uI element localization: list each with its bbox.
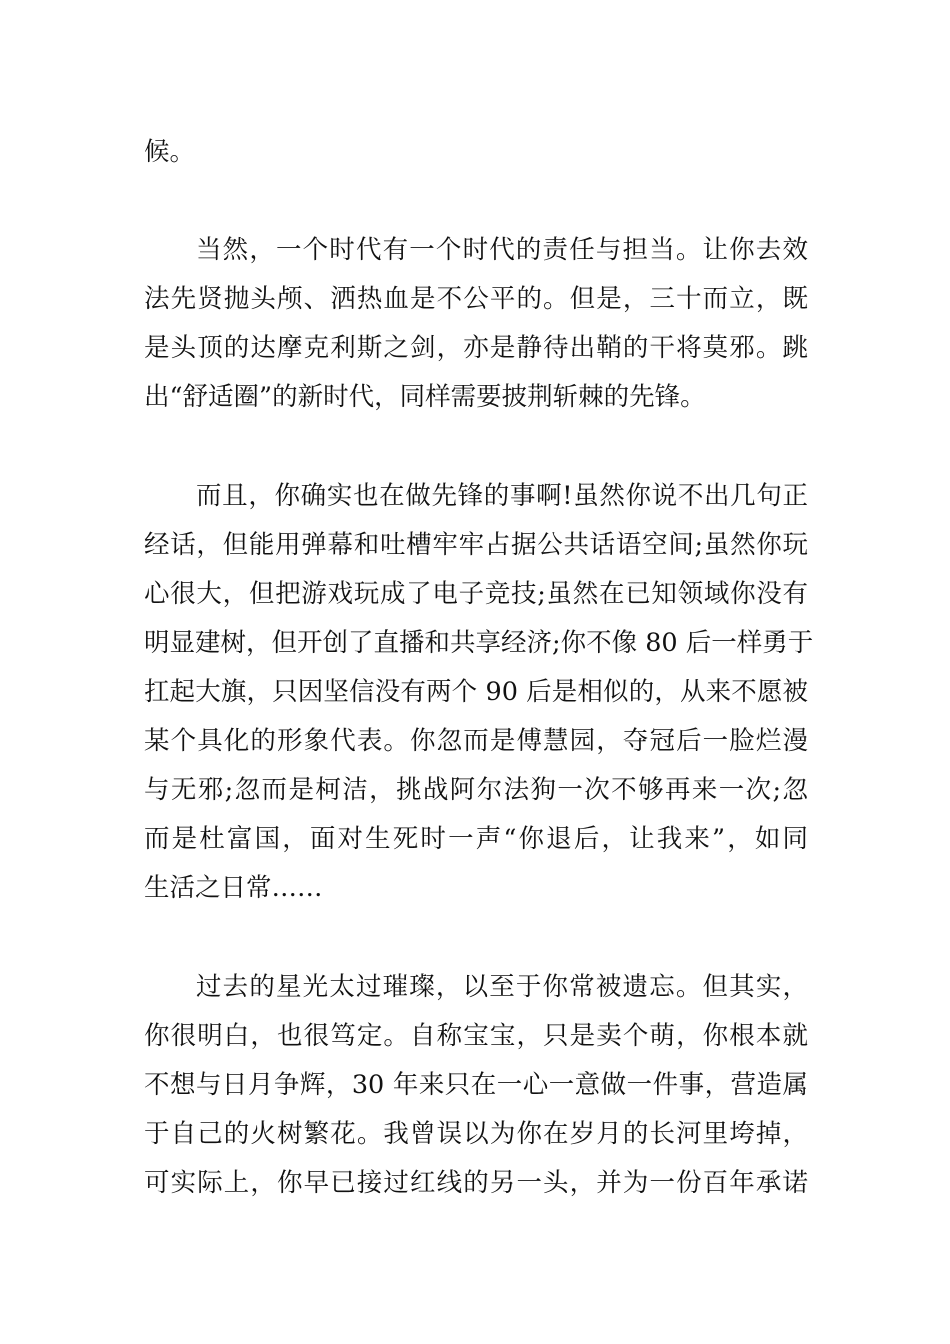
paragraph-3-line-4: 明显建树，但开创了直播和共享经济;你不像 80 后一样勇于 (144, 628, 814, 658)
paragraph-4-line-2: 你很明白，也很笃定。自称宝宝，只是卖个萌，你根本就 (144, 1021, 808, 1051)
paragraph-4-line-4: 于自己的火树繁花。我曾误以为你在岁月的长河里垮掉， (144, 1119, 808, 1149)
paragraph-2-line-2: 法先贤抛头颅、洒热血是不公平的。但是，三十而立，既 (144, 284, 808, 314)
paragraph-2-line-4: 出“舒适圈”的新时代，同样需要披荆斩棘的先锋。 (144, 382, 706, 412)
paragraph-3-line-5: 扛起大旗，只因坚信没有两个 90 后是相似的，从来不愿被 (144, 677, 808, 707)
paragraph-3-line-8: 而是杜富国，面对生死时一声“你退后，让我来”，如同 (144, 824, 808, 854)
paragraph-3-line-1: 而且，你确实也在做先锋的事啊!虽然你说不出几句正 (196, 481, 808, 511)
paragraph-3-line-3: 心很大，但把游戏玩成了电子竞技;虽然在已知领域你没有 (144, 579, 808, 609)
paragraph-3-line-7: 与无邪;忽而是柯洁，挑战阿尔法狗一次不够再来一次;忽 (144, 775, 808, 805)
paragraph-4-line-5: 可实际上，你早已接过红线的另一头，并为一份百年承诺 (144, 1168, 808, 1198)
paragraph-3-line-9: 生活之日常…… (144, 873, 323, 903)
paragraph-3-line-2: 经话，但能用弹幕和吐槽牢牢占据公共话语空间;虽然你玩 (144, 530, 808, 560)
paragraph-4-line-3: 不想与日月争辉，30 年来只在一心一意做一件事，营造属 (144, 1070, 808, 1100)
paragraph-2-line-3: 是头顶的达摩克利斯之剑，亦是静待出鞘的干将莫邪。跳 (144, 333, 808, 363)
paragraph-2-line-1: 当然，一个时代有一个时代的责任与担当。让你去效 (196, 235, 808, 265)
paragraph-1-line-1: 候。 (144, 137, 196, 167)
paragraph-4-line-1: 过去的星光太过璀璨，以至于你常被遗忘。但其实， (196, 972, 808, 1002)
paragraph-3-line-6: 某个具化的形象代表。你忽而是傅慧园，夺冠后一脸烂漫 (144, 726, 808, 756)
